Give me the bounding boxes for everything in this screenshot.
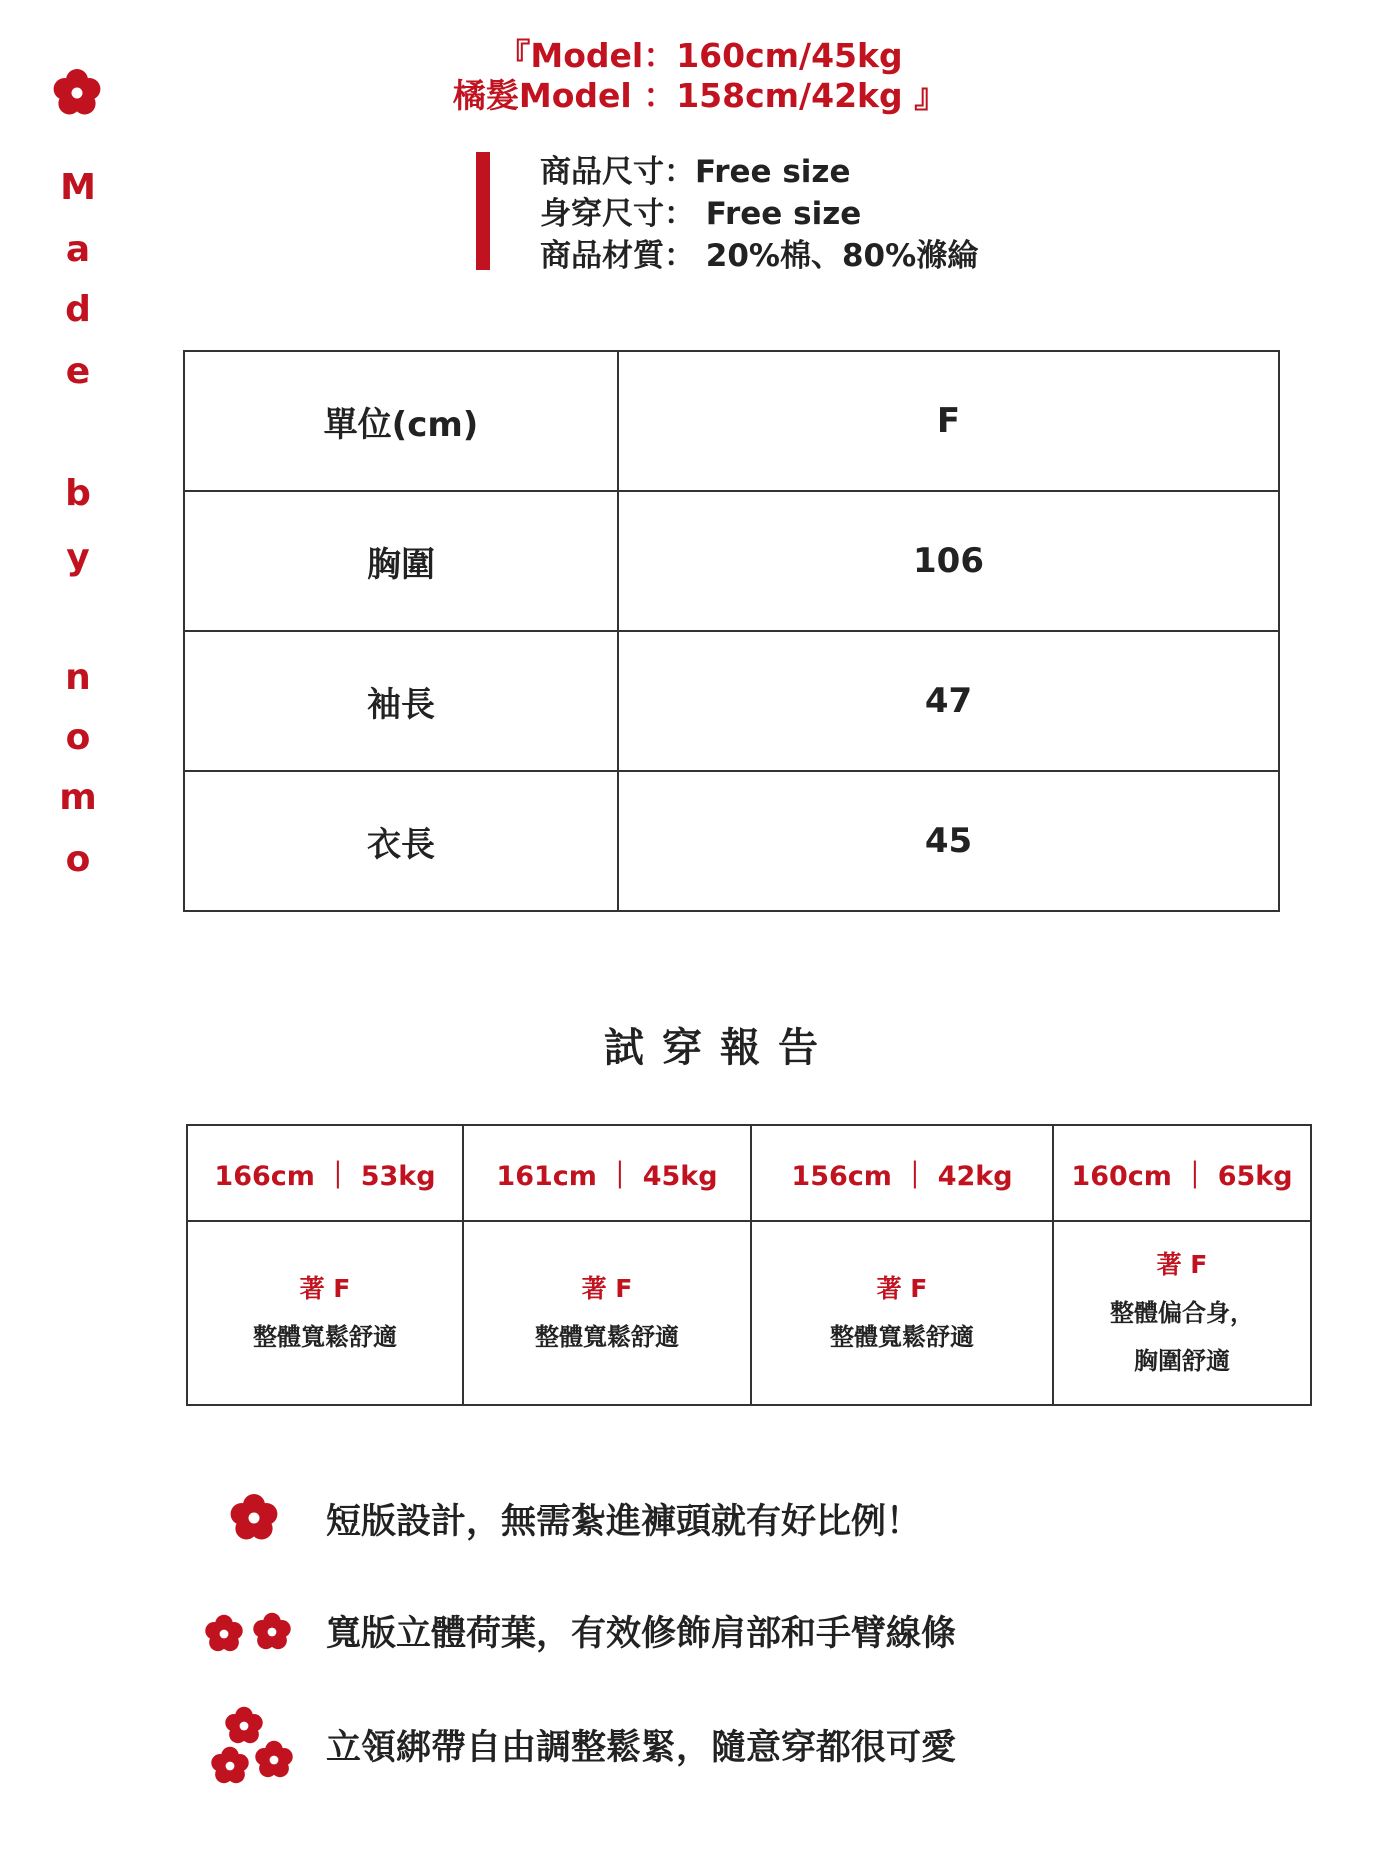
try-on-size-worn: 著 F <box>299 1274 351 1303</box>
try-on-stats: 156cm ｜ 42kg <box>751 1125 1053 1221</box>
try-on-note: 整體寬鬆舒適 <box>253 1323 397 1351</box>
brand-letter: o <box>65 839 91 880</box>
try-on-cell <box>1053 1221 1311 1405</box>
brand-letter: e <box>65 351 91 392</box>
size-table <box>183 350 1280 912</box>
try-on-note: 整體寬鬆舒適 <box>535 1323 679 1351</box>
spec-accent-bar <box>476 152 490 270</box>
flower-2-icon <box>202 1612 296 1656</box>
size-row <box>184 491 1279 631</box>
size-row-label: 衣長 <box>184 771 618 911</box>
model-info-line-1: 『Model：160cm/45kg <box>497 36 903 75</box>
try-on-size-worn: 著 F <box>876 1274 928 1303</box>
spec-material: 商品材質： 20%棉、80%滌綸 <box>540 238 979 274</box>
spec-product-size: 商品尺寸：Free size <box>540 154 851 190</box>
size-table-header <box>184 351 1279 491</box>
size-row <box>184 771 1279 911</box>
model-info-line-2: 橘髮Model ：158cm/42kg 』 <box>452 76 948 115</box>
brand-letter: b <box>65 473 91 514</box>
size-row-value: 106 <box>618 491 1279 631</box>
try-on-stats: 161cm ｜ 45kg <box>463 1125 751 1221</box>
try-on-cell <box>187 1221 463 1405</box>
try-on-stats-row <box>187 1125 1311 1221</box>
try-on-stats: 160cm ｜ 65kg <box>1053 1125 1311 1221</box>
brand-letter: n <box>65 657 91 698</box>
flower-3-icon <box>208 1704 300 1792</box>
try-on-note: 胸圍舒適 <box>1134 1347 1230 1375</box>
brand-letter: d <box>65 289 91 330</box>
try-on-note: 整體偏合身， <box>1110 1299 1254 1327</box>
feature-text: 短版設計，無需紮進褲頭就有好比例！ <box>326 1502 922 1542</box>
brand-letter: m <box>59 777 97 818</box>
brand-letter: a <box>65 229 91 270</box>
try-on-report-title: 試穿報告 <box>604 1025 836 1071</box>
size-row-value: 45 <box>618 771 1279 911</box>
size-row-value: 47 <box>618 631 1279 771</box>
size-row-label: 袖長 <box>184 631 618 771</box>
size-column-header: F <box>618 351 1279 491</box>
try-on-notes-row <box>187 1221 1311 1405</box>
flower-1-icon <box>228 1492 280 1544</box>
try-on-note: 整體寬鬆舒適 <box>830 1323 974 1351</box>
brand-letter: M <box>60 167 96 208</box>
try-on-size-worn: 著 F <box>1156 1250 1208 1279</box>
try-on-size-worn: 著 F <box>581 1274 633 1303</box>
spec-worn-size: 身穿尺寸： Free size <box>540 196 862 232</box>
brand-letter: y <box>66 537 90 578</box>
size-row <box>184 631 1279 771</box>
try-on-table <box>186 1124 1312 1406</box>
try-on-cell <box>751 1221 1053 1405</box>
try-on-stats: 166cm ｜ 53kg <box>187 1125 463 1221</box>
size-unit-header: 單位(cm) <box>184 351 618 491</box>
feature-text: 立領綁帶自由調整鬆緊，隨意穿都很可愛 <box>326 1728 957 1768</box>
feature-text: 寬版立體荷葉，有效修飾肩部和手臂線條 <box>326 1614 957 1654</box>
brand-letter: o <box>65 717 91 758</box>
size-row-label: 胸圍 <box>184 491 618 631</box>
try-on-cell <box>463 1221 751 1405</box>
